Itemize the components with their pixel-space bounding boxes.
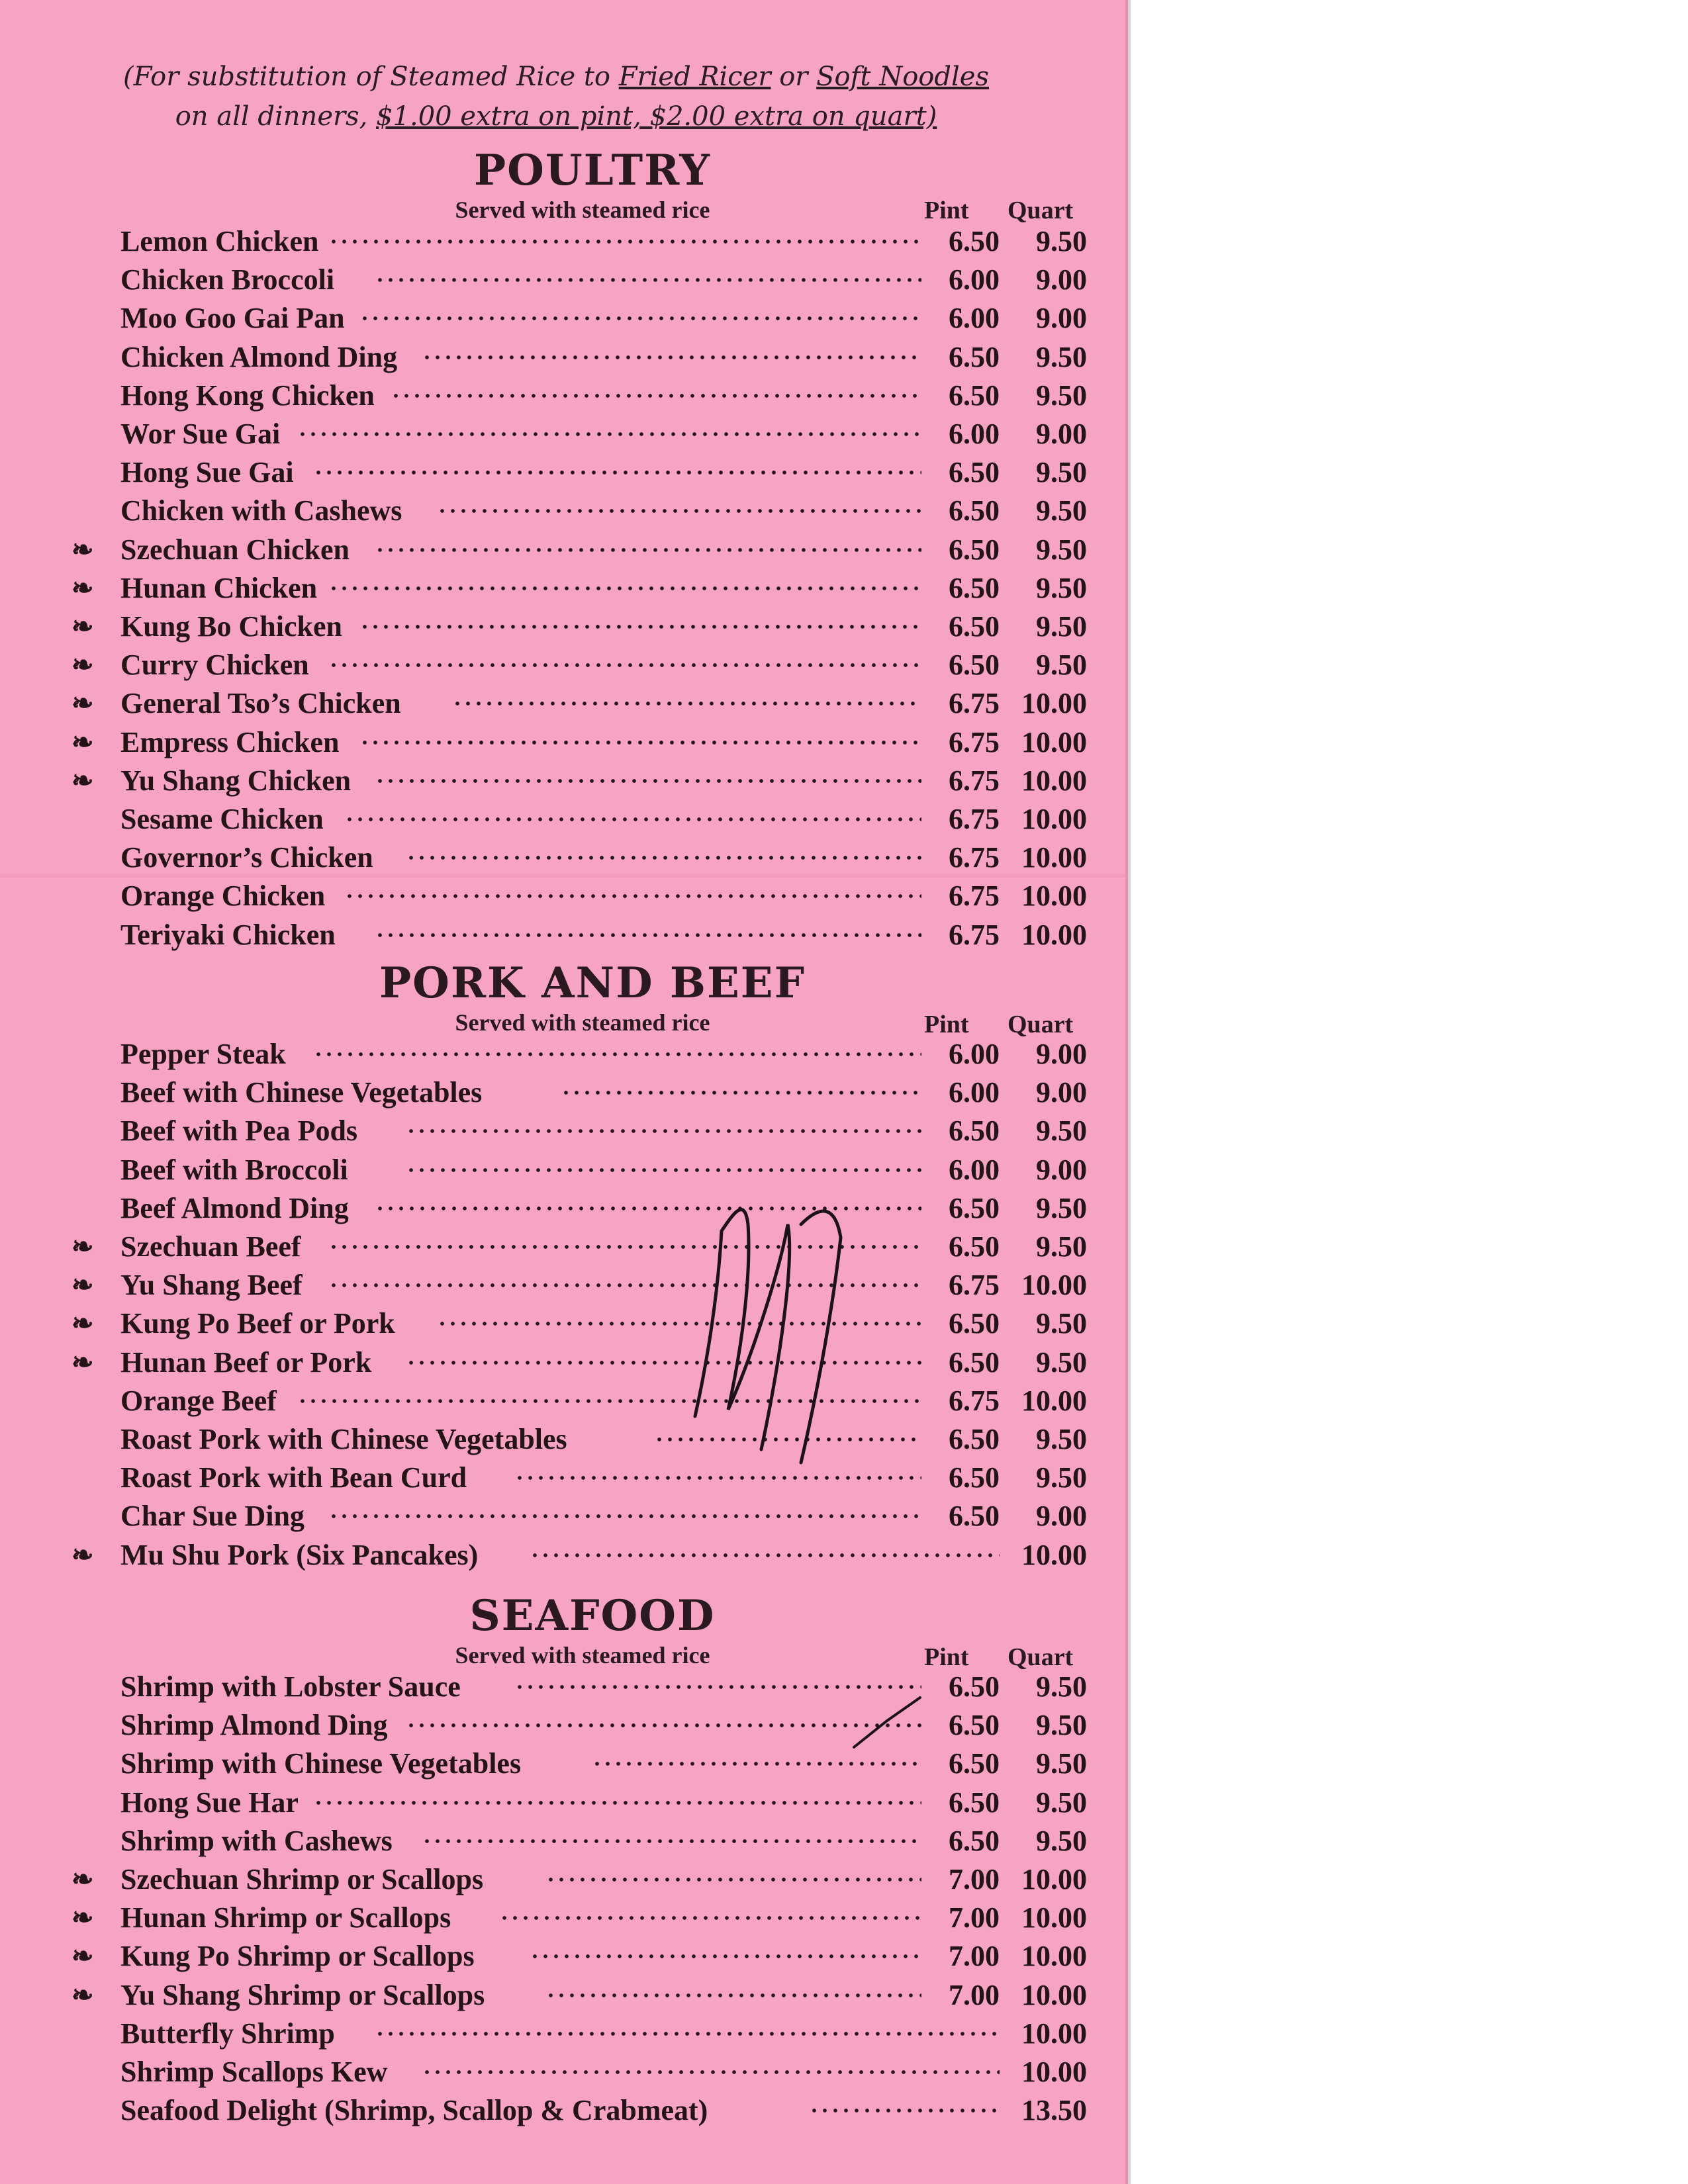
dot-leader	[452, 700, 921, 707]
handwritten-check-mark	[847, 1694, 927, 1754]
dot-leader	[530, 1552, 1000, 1559]
quart-column-header: Quart	[1008, 197, 1074, 224]
pint-price: 6.00	[949, 302, 1000, 334]
chili-pepper-icon: ❧	[71, 1540, 94, 1570]
pint-price: 7.00	[949, 1863, 1000, 1895]
pint-price: 6.50	[949, 1747, 1000, 1780]
pint-price: 6.50	[949, 533, 1000, 566]
menu-item-name: Shrimp Almond Ding	[120, 1709, 388, 1741]
chili-pepper-icon: ❧	[71, 1308, 94, 1338]
pint-price: 6.50	[949, 1115, 1000, 1147]
menu-item	[71, 1228, 1087, 1266]
section-title: SEAFOOD	[469, 1591, 716, 1641]
note-line-2	[79, 97, 1033, 136]
pint-price: 6.75	[949, 1269, 1000, 1301]
menu-item-name: Beef with Broccoli	[120, 1154, 348, 1186]
quart-price: 10.00	[1021, 2017, 1087, 2050]
chili-pepper-icon: ❧	[71, 612, 94, 641]
menu-item	[86, 338, 1086, 377]
chili-pepper-icon: ❧	[71, 1270, 94, 1300]
quart-price: 9.50	[1036, 456, 1087, 488]
menu-item	[86, 2015, 1086, 2053]
menu-item-name: Curry Chicken	[120, 649, 309, 681]
note-line-1	[79, 57, 1033, 97]
dot-leader	[375, 778, 921, 784]
section-subtitle: Served with steamed rice	[455, 197, 710, 223]
quart-price: 9.50	[1036, 1346, 1087, 1379]
menu-item	[86, 2091, 1086, 2130]
note-text: or	[771, 62, 817, 92]
menu-item-name: Yu Shang Shrimp or Scallops	[120, 1979, 485, 2011]
dot-leader	[545, 1876, 921, 1883]
pint-price: 6.50	[949, 649, 1000, 681]
quart-price: 10.00	[1021, 919, 1087, 951]
menu-item-name: Kung Po Shrimp or Scallops	[120, 1940, 475, 1972]
menu-item	[86, 299, 1086, 338]
note-soft-noodles: Soft Noodles	[816, 62, 989, 92]
pint-price: 6.75	[949, 919, 1000, 951]
chili-pepper-icon: ❧	[71, 766, 94, 796]
pint-price: 6.75	[949, 880, 1000, 912]
quart-price: 10.00	[1021, 880, 1087, 912]
quart-price: 9.50	[1036, 1825, 1087, 1857]
menu-item	[86, 1784, 1086, 1822]
dot-leader	[530, 1953, 921, 1960]
dot-leader	[313, 1799, 921, 1806]
menu-item	[71, 1976, 1087, 2015]
dot-leader	[344, 816, 921, 823]
menu-item-name: Hong Sue Gai	[120, 456, 294, 488]
menu-item	[71, 1304, 1087, 1343]
menu-item	[86, 492, 1086, 530]
menu-item-name: Szechuan Beef	[120, 1230, 301, 1263]
pint-price: 6.00	[949, 1076, 1000, 1109]
menu-item-name: Szechuan Chicken	[120, 533, 350, 566]
dot-leader	[561, 1089, 921, 1096]
dot-leader	[344, 893, 921, 899]
menu-item	[86, 1668, 1086, 1706]
menu-item-name: Teriyaki Chicken	[120, 919, 336, 951]
quart-price: 9.50	[1036, 1307, 1087, 1340]
pint-price: 6.50	[949, 1670, 1000, 1703]
quart-price: 10.00	[1021, 1385, 1087, 1417]
menu-item	[71, 1536, 1087, 1574]
quart-price: 9.00	[1036, 1076, 1087, 1109]
handwritten-scribble	[682, 1185, 854, 1489]
chili-pepper-icon: ❧	[71, 727, 94, 757]
quart-price: 9.00	[1036, 418, 1087, 450]
menu-item	[71, 608, 1087, 646]
pint-price: 6.50	[949, 225, 1000, 257]
menu-item	[86, 1497, 1086, 1535]
menu-item	[86, 1745, 1086, 1783]
pint-price: 6.50	[949, 610, 1000, 643]
menu-item	[86, 839, 1086, 877]
menu-item	[86, 877, 1086, 915]
chili-pepper-icon: ❧	[71, 650, 94, 680]
menu-item-name: General Tso’s Chicken	[120, 687, 401, 719]
chili-pepper-icon: ❧	[71, 1347, 94, 1377]
menu-item-name: Shrimp Scallops Kew	[120, 2056, 388, 2088]
pint-price: 6.50	[949, 1307, 1000, 1340]
quart-price: 9.50	[1036, 1709, 1087, 1741]
menu-item	[86, 1189, 1086, 1228]
quart-price: 9.50	[1036, 379, 1087, 412]
pint-price: 7.00	[949, 1901, 1000, 1934]
chili-pepper-icon: ❧	[71, 1864, 94, 1894]
quart-price: 9.00	[1036, 1154, 1087, 1186]
menu-item-name: Hunan Chicken	[120, 572, 318, 604]
menu-item-name: Chicken with Cashews	[120, 494, 402, 527]
menu-item	[71, 569, 1087, 608]
pint-price: 6.50	[949, 1230, 1000, 1263]
quart-price: 9.00	[1036, 302, 1087, 334]
pint-column-header: Pint	[924, 1643, 969, 1671]
pint-price: 6.50	[949, 572, 1000, 604]
dot-leader	[406, 1128, 921, 1134]
quart-price: 9.50	[1036, 1230, 1087, 1263]
menu-item-name: Sesame Chicken	[120, 803, 324, 835]
quart-price: 9.50	[1036, 1115, 1087, 1147]
menu-item-name: Orange Beef	[120, 1385, 277, 1417]
quart-price: 10.00	[1021, 1901, 1087, 1934]
quart-price: 10.00	[1021, 764, 1087, 797]
chili-pepper-icon: ❧	[71, 1232, 94, 1261]
menu-item-name: Yu Shang Chicken	[120, 764, 352, 797]
menu-item	[71, 1860, 1087, 1899]
dot-leader	[328, 1513, 921, 1520]
quart-price: 13.50	[1021, 2094, 1087, 2126]
pint-price: 6.50	[949, 1786, 1000, 1819]
menu-item-name: Moo Goo Gai Pan	[120, 302, 345, 334]
menu-item-name: Beef with Chinese Vegetables	[120, 1076, 483, 1109]
menu-item	[71, 646, 1087, 684]
dot-leader	[375, 932, 921, 938]
menu-item-name: Empress Chicken	[120, 726, 340, 758]
quart-price: 9.50	[1036, 610, 1087, 643]
pint-price: 6.50	[949, 1346, 1000, 1379]
menu-item-name: Orange Chicken	[120, 880, 326, 912]
pint-price: 6.50	[949, 1825, 1000, 1857]
menu-item-name: Beef Almond Ding	[120, 1192, 349, 1224]
pint-price: 6.50	[949, 379, 1000, 412]
chili-pepper-icon: ❧	[71, 1980, 94, 2010]
dot-leader	[359, 315, 921, 322]
menu-item-name: Shrimp with Cashews	[120, 1825, 393, 1857]
menu-item	[86, 453, 1086, 492]
menu-item	[86, 1035, 1086, 1073]
quart-price: 9.50	[1036, 533, 1087, 566]
menu-item-name: Hong Kong Chicken	[120, 379, 375, 412]
chili-pepper-icon: ❧	[71, 535, 94, 565]
chili-pepper-icon: ❧	[71, 1903, 94, 1933]
menu-item	[71, 684, 1087, 723]
dot-leader	[406, 1722, 921, 1729]
dot-leader	[359, 623, 921, 630]
menu-item-name: Pepper Steak	[120, 1038, 286, 1070]
dot-leader	[328, 238, 921, 245]
quart-price: 9.50	[1036, 572, 1087, 604]
dot-leader	[391, 392, 921, 399]
menu-item	[71, 723, 1087, 762]
menu-item-name: Shrimp with Lobster Sauce	[120, 1670, 461, 1703]
pint-price: 6.50	[949, 1709, 1000, 1741]
menu-item-name: Wor Sue Gai	[120, 418, 281, 450]
menu-item	[86, 800, 1086, 839]
menu-item	[86, 1073, 1086, 1112]
quart-price: 9.00	[1036, 1038, 1087, 1070]
menu-item	[86, 1822, 1086, 1860]
quart-price: 10.00	[1021, 2056, 1087, 2088]
quart-price: 10.00	[1021, 1940, 1087, 1972]
dot-leader	[422, 2069, 1000, 2075]
menu-item-name: Mu Shu Pork (Six Pancakes)	[120, 1539, 479, 1571]
menu-item-name: Hunan Shrimp or Scallops	[120, 1901, 451, 1934]
quart-column-header: Quart	[1008, 1011, 1074, 1038]
pint-price: 6.75	[949, 1385, 1000, 1417]
dot-leader	[313, 1051, 921, 1058]
menu-item	[71, 1266, 1087, 1304]
pint-price: 6.00	[949, 1154, 1000, 1186]
menu-item-name: Roast Pork with Bean Curd	[120, 1461, 467, 1494]
dot-leader	[375, 547, 921, 553]
dot-leader	[313, 469, 921, 476]
menu-item	[71, 762, 1087, 800]
quart-price: 9.50	[1036, 1192, 1087, 1224]
menu-item-name: Roast Pork with Chinese Vegetables	[120, 1423, 567, 1455]
menu-item	[86, 415, 1086, 453]
dot-leader	[406, 854, 921, 861]
pint-price: 7.00	[949, 1940, 1000, 1972]
pint-price: 6.75	[949, 841, 1000, 874]
menu-item-name: Chicken Almond Ding	[120, 341, 398, 373]
menu-item-name: Yu Shang Beef	[120, 1269, 303, 1301]
menu-item-name: Hunan Beef or Pork	[120, 1346, 372, 1379]
dot-leader	[437, 508, 921, 514]
menu-item	[86, 377, 1086, 415]
dot-leader	[514, 1684, 921, 1690]
quart-price: 10.00	[1021, 841, 1087, 874]
quart-price: 9.50	[1036, 1670, 1087, 1703]
menu-item-name: Governor’s Chicken	[120, 841, 373, 874]
note-text: (For substitution of Steamed Rice to	[123, 62, 619, 92]
pint-price: 6.75	[949, 687, 1000, 719]
quart-price: 10.00	[1021, 1539, 1087, 1571]
menu-item	[86, 1112, 1086, 1150]
pint-price: 7.00	[949, 1979, 1000, 2011]
menu-item-name: Char Sue Ding	[120, 1500, 305, 1532]
menu-item-name: Hong Sue Har	[120, 1786, 299, 1819]
pint-column-header: Pint	[924, 1011, 969, 1038]
dot-leader	[375, 277, 921, 283]
quart-column-header: Quart	[1008, 1643, 1074, 1671]
pint-price: 6.75	[949, 764, 1000, 797]
menu-item	[86, 222, 1086, 261]
quart-price: 9.00	[1036, 1500, 1087, 1532]
pint-price: 6.50	[949, 1192, 1000, 1224]
menu-item-name: Butterfly Shrimp	[120, 2017, 335, 2050]
pint-price: 6.50	[949, 1461, 1000, 1494]
dot-leader	[328, 662, 921, 668]
quart-price: 9.50	[1036, 1461, 1087, 1494]
pint-price: 6.75	[949, 803, 1000, 835]
dot-leader	[359, 739, 921, 746]
quart-price: 9.50	[1036, 341, 1087, 373]
menu-item-name: Kung Po Beef or Pork	[120, 1307, 395, 1340]
chili-pepper-icon: ❧	[71, 573, 94, 603]
menu-item	[71, 531, 1087, 569]
menu-item-name: Beef with Pea Pods	[120, 1115, 358, 1147]
dot-leader	[375, 2030, 1000, 2037]
menu-item-name: Lemon Chicken	[120, 225, 319, 257]
menu-item-name: Seafood Delight (Shrimp, Scallop & Crabmeat)	[120, 2094, 708, 2126]
menu-item	[86, 1382, 1086, 1420]
quart-price: 9.50	[1036, 1747, 1087, 1780]
menu-item-name: Kung Bo Chicken	[120, 610, 342, 643]
quart-price: 10.00	[1021, 1269, 1087, 1301]
quart-price: 9.50	[1036, 494, 1087, 527]
quart-price: 9.00	[1036, 263, 1087, 296]
quart-price: 9.50	[1036, 1786, 1087, 1819]
pint-price: 6.00	[949, 418, 1000, 450]
menu-item	[71, 1937, 1087, 1976]
pint-price: 6.50	[949, 341, 1000, 373]
dot-leader	[499, 1915, 921, 1921]
chili-pepper-icon: ❧	[71, 1941, 94, 1971]
pint-price: 6.50	[949, 1423, 1000, 1455]
pint-price: 6.00	[949, 263, 1000, 296]
dot-leader	[406, 1167, 921, 1173]
pint-price: 6.50	[949, 494, 1000, 527]
menu-item-name: Shrimp with Chinese Vegetables	[120, 1747, 522, 1780]
menu-item	[71, 1343, 1087, 1382]
dot-leader	[422, 1838, 921, 1844]
pint-price: 6.50	[949, 1500, 1000, 1532]
dot-leader	[422, 354, 921, 361]
menu-item	[86, 1151, 1086, 1189]
dot-leader	[809, 2107, 1000, 2114]
note-text: on all dinners,	[175, 101, 377, 132]
pint-price: 6.00	[949, 1038, 1000, 1070]
menu-item	[71, 1899, 1087, 1937]
dot-leader	[297, 431, 921, 437]
menu-item	[86, 1420, 1086, 1459]
quart-price: 9.50	[1036, 649, 1087, 681]
quart-price: 10.00	[1021, 803, 1087, 835]
menu-item	[86, 1706, 1086, 1745]
dot-leader	[328, 585, 921, 592]
section-title: PORK AND BEEF	[379, 958, 806, 1008]
quart-price: 10.00	[1021, 687, 1087, 719]
note-fried-rice: Fried Ricer	[618, 62, 771, 92]
note-extra-charge: $1.00 extra on pint, $2.00 extra on quart)	[376, 101, 937, 132]
menu-item-name: Chicken Broccoli	[120, 263, 335, 296]
section-title: POULTRY	[474, 146, 711, 195]
quart-price: 10.00	[1021, 1979, 1087, 2011]
dot-leader	[592, 1760, 921, 1767]
quart-price: 9.50	[1036, 1423, 1087, 1455]
menu-item-name: Szechuan Shrimp or Scallops	[120, 1863, 484, 1895]
section-subtitle: Served with steamed rice	[455, 1642, 710, 1668]
menu-item	[86, 261, 1086, 299]
dot-leader	[545, 1992, 921, 1999]
pint-price: 6.50	[949, 456, 1000, 488]
menu-item	[86, 1459, 1086, 1497]
menu-item	[86, 2053, 1086, 2091]
chili-pepper-icon: ❧	[71, 688, 94, 718]
quart-price: 9.50	[1036, 225, 1087, 257]
quart-price: 10.00	[1021, 726, 1087, 758]
pint-price: 6.75	[949, 726, 1000, 758]
substitution-note	[79, 57, 1033, 136]
section-subtitle: Served with steamed rice	[455, 1009, 710, 1036]
menu-item	[86, 916, 1086, 954]
quart-price: 10.00	[1021, 1863, 1087, 1895]
pint-column-header: Pint	[924, 197, 969, 224]
